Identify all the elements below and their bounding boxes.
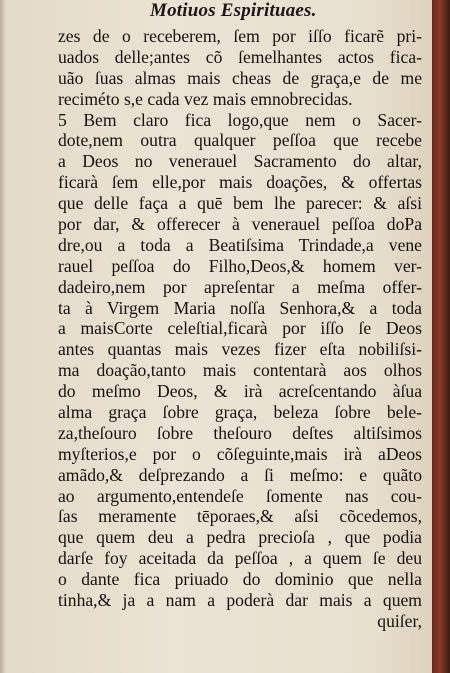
- book-edge: [432, 0, 450, 673]
- text-line: do meſmo Deos, & irà acreſcentando àſua: [58, 381, 422, 402]
- text-line: por dar, & offerecer à venerauel peſſoa doPa: [58, 214, 422, 235]
- text-line: rauel peſſoa do Filho,Deos,& homem ver-: [58, 255, 422, 276]
- page-gutter-shadow: [0, 0, 6, 673]
- text-line: ma doação,tanto mais contentarà aos olhos: [58, 360, 422, 381]
- text-line: zes de o receberem, ſem por iſſo ficarẽ pri-: [58, 26, 422, 46]
- text-line: reciméto s,e cada vez mais emnobrecidas.: [58, 88, 353, 109]
- text-line: antes quantas mais vezes fizer eſta nobiliſsi-: [58, 339, 422, 360]
- text-line: amãdo,& deſprezando a ſi meſmo: e quãto: [58, 464, 422, 485]
- text-line: za,theſouro ſobre theſouro deſtes altiſsimos: [58, 422, 422, 443]
- text-line: que delle faça a quē bem lhe parecer: & aſsi: [58, 193, 422, 214]
- text-line: dadeiro,nem por apreſentar a meſma offer-: [58, 276, 422, 297]
- text-line: myſterios,e por o cõſeguinte,mais irà aDeos: [58, 443, 422, 464]
- text-line: o dante fica priuado do dominio que nella: [58, 569, 422, 590]
- text-line: ta à Virgem Maria noſſa Senhora,& a toda: [58, 297, 422, 318]
- text-line: ſas meramente tēporaes,& aſsi cõcedemos,: [58, 506, 422, 527]
- text-line: alma graça ſobre graça, beleza ſobre bele-: [58, 402, 422, 423]
- text-line: uão ſuas almas mais cheas de graça,e de me: [58, 67, 422, 88]
- text-line: uados delle;antes cõ ſemelhantes actos fica-: [58, 46, 422, 67]
- text-line: ficarà ſem elle,por mais doações, & offertas: [58, 172, 422, 193]
- text-line: dote,nem outra qualquer peſſoa que recebe: [58, 130, 422, 151]
- text-line: 5 Bem claro fica logo,que nem o Sacer-: [58, 109, 422, 130]
- text-line-catchword: quiſer,: [377, 610, 422, 631]
- text-line: tinha,& ja a nam a poderà dar mais a quem: [58, 590, 422, 611]
- text-line: que quem deu a pedra precioſa , que podia: [58, 527, 422, 548]
- text-line: a Deos no venerauel Sacramento do altar,: [58, 151, 422, 172]
- running-head: Motiuos Espirituaes.: [150, 0, 317, 21]
- text-line: ao argumento,entendeſe ſomente nas cou-: [58, 485, 422, 506]
- text-line: dre,ou a toda a Beatiſsima Trindade,a vene: [58, 234, 422, 255]
- text-line: darſe foy aceitada da peſſoa , a quem ſe deu: [58, 548, 422, 569]
- body-text: [58, 26, 422, 632]
- text-line: a maisCorte celeſtial,ficarà por iſſo ſe Deos: [58, 318, 422, 339]
